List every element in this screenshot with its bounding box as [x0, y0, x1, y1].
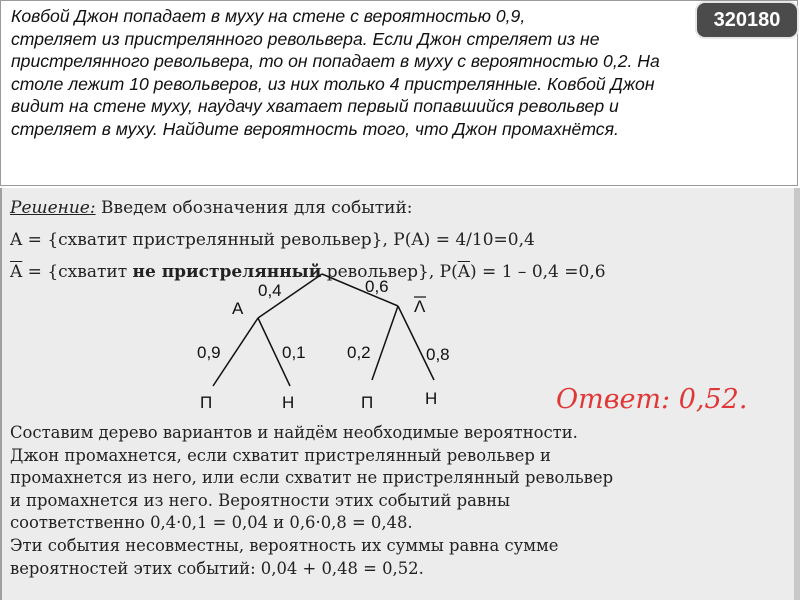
problem-id-badge: 320180 — [697, 3, 797, 37]
not-a-symbol: $\overline{A}$ — [10, 262, 23, 282]
tree-edge-rr — [398, 306, 434, 380]
problem-box — [0, 0, 798, 186]
not-a-symbol-2: $\overline{A}$ — [457, 262, 471, 282]
tree-leaf-hit-2: П — [361, 393, 374, 412]
problem-line: Ковбой Джон попадает в муху на стене с вероятностью 0,9, — [11, 6, 526, 26]
explanation-line: соответственно 0,4·0,1 = 0,04 и 0,6·0,8 = 0,48. — [10, 513, 413, 533]
event-not-a-part3: ) = 1 – 0,4 =0,6 — [470, 262, 606, 282]
solution-heading-rest: Введем обозначения для событий: — [95, 198, 413, 218]
tree-prob-ll: 0,9 — [197, 343, 221, 362]
event-not-a-bold: не пристрелянный — [132, 262, 322, 282]
event-not-a-part2: револьвер}, P( — [321, 262, 458, 282]
problem-text — [11, 5, 781, 141]
event-not-a-part1: = {схватит — [22, 262, 133, 282]
tree-prob-root-right: 0,6 — [365, 277, 389, 296]
explanation-line: Составим дерево вариантов и найдём необходимые вероятности. — [10, 423, 578, 442]
tree-leaf-miss-1: Н — [282, 393, 295, 412]
event-a-line: A = {схватит пристрелянный револьвер}, P(A) = 4/10=0,4 — [10, 230, 535, 250]
tree-node-not-a: Λ — [414, 297, 426, 316]
problem-line: видит на стене муху, наудачу хватает первый попавшийся револьвер и — [11, 96, 619, 117]
problem-line: стреляет в муху. Найдите вероятность того, что Джон промахнётся. — [11, 118, 619, 139]
answer-text: Ответ: 0,52. — [556, 384, 748, 415]
problem-line: стреляет из пристрелянного револьвера. Если Джон стреляет из не — [11, 28, 600, 49]
tree-prob-rr: 0,8 — [426, 345, 450, 364]
tree-leaf-hit-1: П — [200, 393, 213, 412]
tree-leaf-miss-2: Н — [425, 389, 438, 408]
explanation-paragraph — [10, 422, 790, 580]
tree-prob-lr: 0,1 — [282, 343, 306, 362]
tree-prob-root-left: 0,4 — [258, 281, 282, 300]
explanation-line: Эти события несовместны, вероятность их суммы равна сумме — [10, 535, 559, 555]
tree-node-a: A — [232, 299, 244, 318]
problem-line: столе лежит 10 револьверов, из них только 4 пристрелянные. Ковбой Джон — [11, 73, 655, 94]
explanation-line: вероятностей этих событий: 0,04 + 0,48 = 0,52. — [10, 558, 424, 578]
explanation-line: Джон промахнется, если схватит пристрелянный револьвер и — [10, 445, 551, 465]
solution-heading-word: Решение: — [10, 198, 96, 218]
explanation-line: и промахнется из него. Вероятности этих событий равны — [10, 490, 511, 510]
tree-edge-rl — [372, 306, 398, 380]
tree-prob-rl: 0,2 — [347, 343, 371, 362]
problem-line: пристрелянного револьвера, то он попадает в муху с вероятностью 0,2. На — [11, 51, 660, 72]
explanation-line: промахнется из него, или если схватит не пристрелянный револьвер — [10, 468, 614, 488]
